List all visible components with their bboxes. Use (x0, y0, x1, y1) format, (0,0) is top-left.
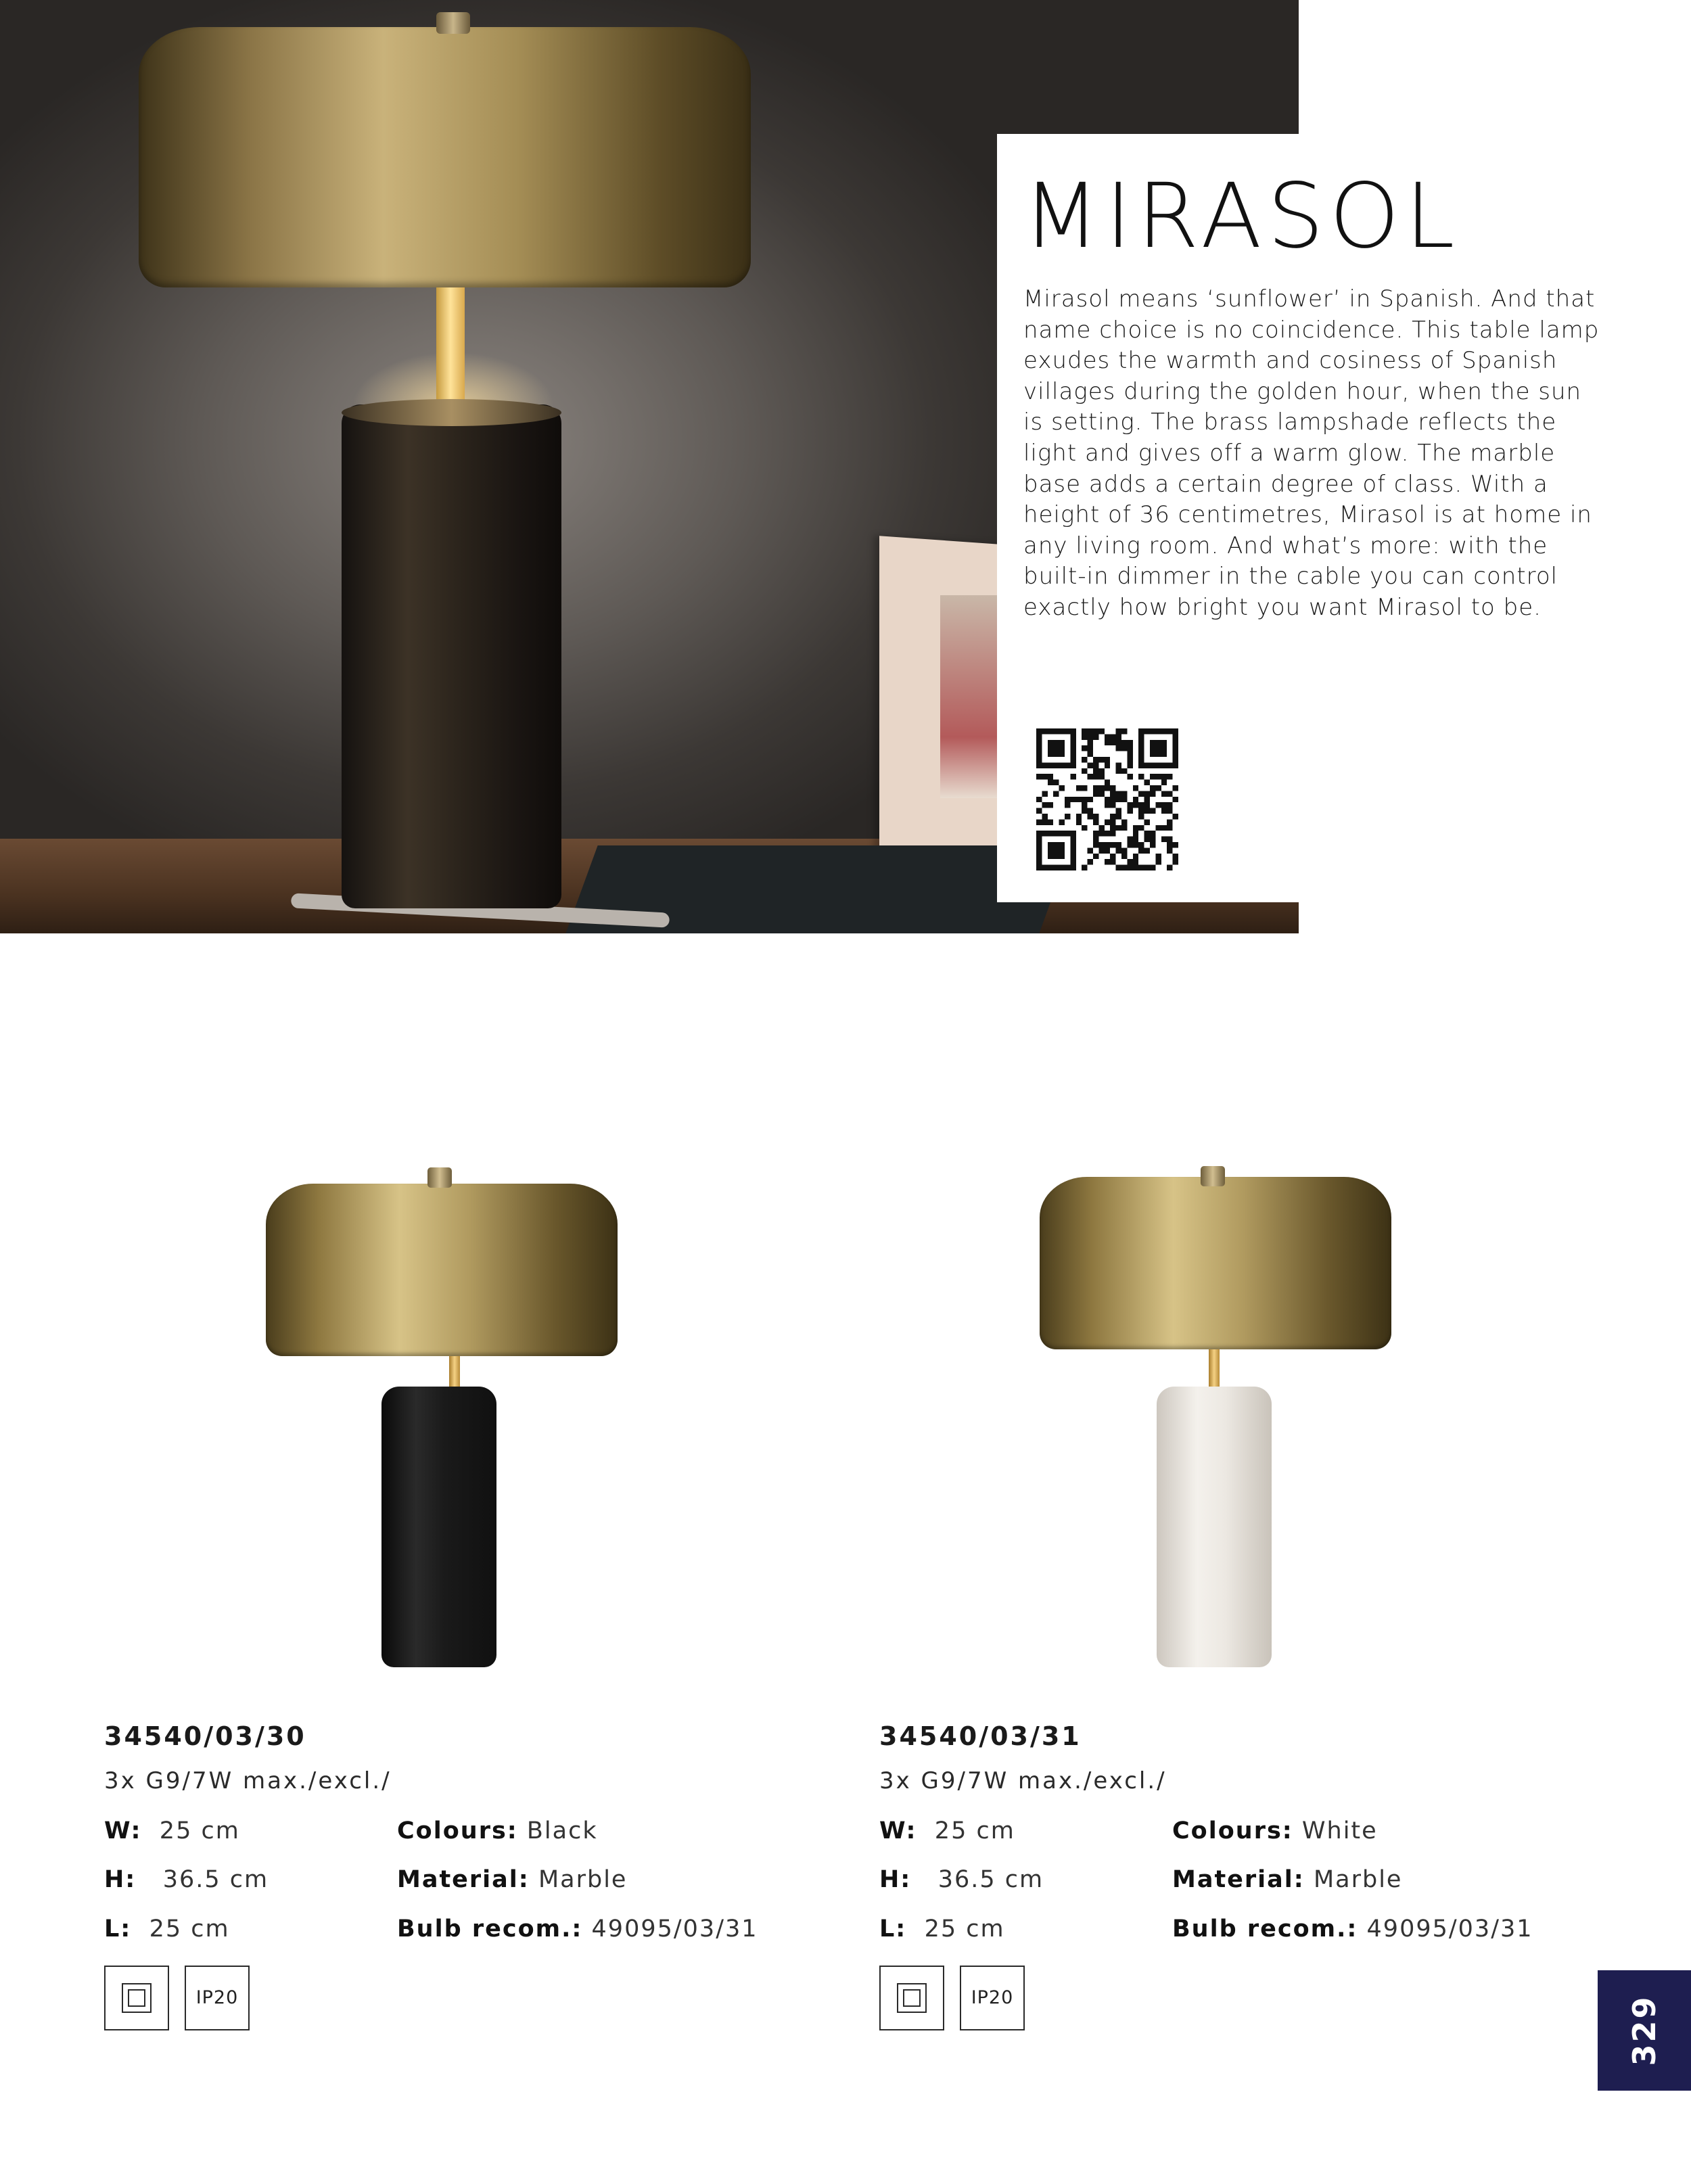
ip-rating-icon (960, 1966, 1025, 2030)
page-number: 329 (1626, 1995, 1663, 2066)
bulb-spec: 3x G9/7W max./excl./ (104, 1767, 392, 1794)
height-spec (104, 1866, 269, 1893)
product-code: 34540/03/31 (879, 1721, 1082, 1751)
product-title: MIRASOL (1023, 164, 1460, 269)
material-label: Material: (1172, 1866, 1305, 1893)
height-value: 36.5 cm (937, 1866, 1044, 1893)
product-base-black (381, 1387, 496, 1667)
ip-rating-text: IP20 (195, 1987, 239, 2008)
ip-rating-text: IP20 (971, 1987, 1014, 2008)
length-value: 25 cm (924, 1915, 1005, 1943)
class-ii-double-insulation-icon (879, 1966, 944, 2030)
bulb-recom-value: 49095/03/31 (591, 1915, 758, 1943)
material-value: Marble (538, 1866, 628, 1893)
product-finial (1201, 1166, 1225, 1186)
product-shade (266, 1184, 618, 1356)
material-value: Marble (1313, 1866, 1403, 1893)
width-label: W: (879, 1817, 917, 1844)
length-label: L: (104, 1915, 132, 1943)
height-label: H: (104, 1866, 137, 1893)
class-ii-double-insulation-icon (104, 1966, 169, 2030)
colours-spec (1172, 1817, 1378, 1844)
bulb-recom-value: 49095/03/31 (1366, 1915, 1533, 1943)
bulb-recom-spec (1172, 1915, 1533, 1943)
bulb-spec: 3x G9/7W max./excl./ (879, 1767, 1167, 1794)
colours-label: Colours: (397, 1817, 518, 1844)
length-label: L: (879, 1915, 907, 1943)
lamp-brass-shade (139, 27, 751, 287)
lamp-marble-base (342, 404, 561, 908)
width-spec (879, 1817, 1015, 1844)
product-finial (427, 1167, 452, 1188)
bulb-recom-label: Bulb recom.: (397, 1915, 583, 1943)
width-value: 25 cm (934, 1817, 1015, 1844)
qr-code[interactable] (1036, 728, 1178, 870)
height-spec (879, 1866, 1044, 1893)
colours-value: Black (526, 1817, 598, 1844)
material-spec (397, 1866, 627, 1893)
width-value: 25 cm (159, 1817, 240, 1844)
product-description: Mirasol means ‘sunflower’ in Spanish. And that name choice is no coincidence. This table lamp exudes the warmth and cosiness of Spanish villages during the golden hour, when the sun is setting. The brass lampshade reflects the light and gives off a warm glow. The marble base adds a certain degree of class. With a height of 36 centimetres, Mirasol is at home in any living room. And what’s more: with the built-in dimmer in the cable you can control exactly how bright you want Mirasol to be. (1023, 285, 1600, 621)
length-value: 25 cm (149, 1915, 230, 1943)
material-spec (1172, 1866, 1402, 1893)
bulb-recom-label: Bulb recom.: (1172, 1915, 1358, 1943)
material-label: Material: (397, 1866, 530, 1893)
colours-label: Colours: (1172, 1817, 1293, 1844)
colours-spec (397, 1817, 598, 1844)
height-label: H: (879, 1866, 912, 1893)
length-spec (104, 1915, 230, 1943)
ip-rating-icon (185, 1966, 250, 2030)
lamp-base-top (342, 399, 561, 426)
colours-value: White (1301, 1817, 1378, 1844)
length-spec (879, 1915, 1005, 1943)
lamp-finial (436, 12, 470, 34)
width-spec (104, 1817, 240, 1844)
bulb-recom-spec (397, 1915, 758, 1943)
product-code: 34540/03/30 (104, 1721, 306, 1751)
product-shade (1040, 1177, 1391, 1349)
product-base-white (1157, 1387, 1272, 1667)
width-label: W: (104, 1817, 142, 1844)
height-value: 36.5 cm (162, 1866, 269, 1893)
